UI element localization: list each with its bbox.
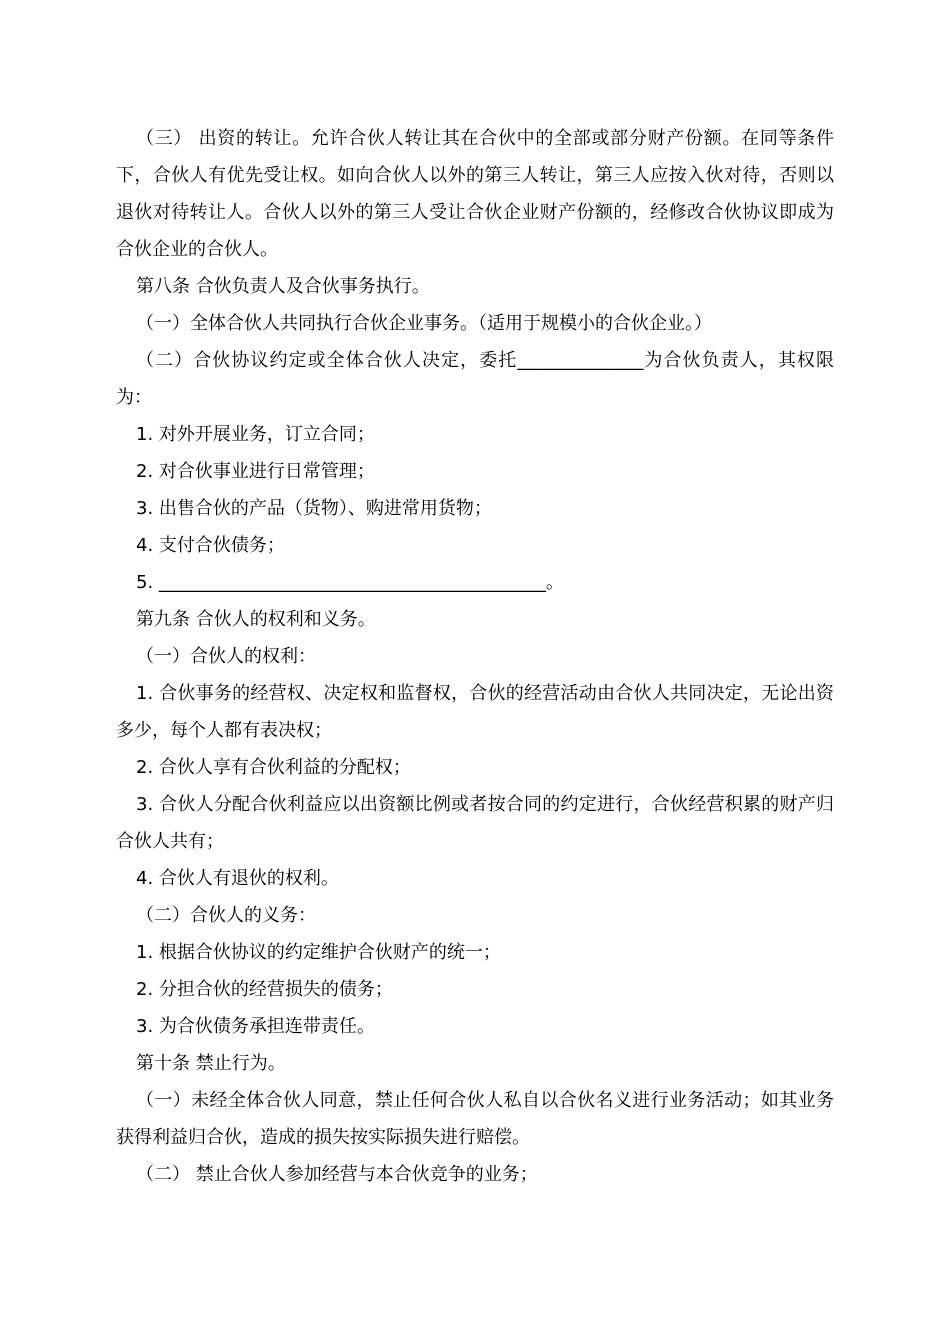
prohibition-item-1: （一）未经全体合伙人同意，禁止任何合伙人私自以合伙名义进行业务活动；如其业务获得利益归合伙，造成的损失按实际损失进行赔偿。 [116, 1090, 834, 1148]
obligations-item-3: 3. 为合伙债务承担连带责任。 [136, 1016, 375, 1037]
rights-item-4: 4. 合伙人有退伙的权利。 [136, 868, 339, 889]
obligations-heading: （二）合伙人的义务： [136, 905, 316, 926]
article-8-item-2: （二）合伙协议约定或全体合伙人决定，委托______________为合伙负责人，其权限为： [116, 350, 834, 408]
rights-item-1: 1. 合伙事务的经营权、决定权和监督权，合伙的经营活动由合伙人共同决定，无论出资多少，每个人都有表决权； [116, 683, 834, 741]
article-10-heading: 第十条 禁止行为。 [136, 1053, 286, 1074]
rights-item-2: 2. 合伙人享有合伙利益的分配权； [136, 757, 411, 778]
rights-heading: （一）合伙人的权利： [136, 646, 316, 667]
authority-item-2: 2. 对合伙事业进行日常管理； [136, 461, 375, 482]
article-8-heading: 第八条 合伙负责人及合伙事务执行。 [136, 276, 430, 297]
authority-item-4: 4. 支付合伙债务； [136, 535, 285, 556]
prohibition-item-2: （二） 禁止合伙人参加经营与本合伙竞争的业务； [136, 1164, 538, 1185]
authority-item-3: 3. 出售合伙的产品（货物）、购进常用货物； [136, 498, 492, 519]
authority-item-1: 1. 对外开展业务，订立合同； [136, 424, 375, 445]
obligations-item-1: 1. 根据合伙协议的约定维护合伙财产的统一； [136, 942, 501, 963]
clause-transfer-of-capital: （三） 出资的转让。允许合伙人转让其在合伙中的全部或部分财产份额。在同等条件下，合伙人有优先受让权。如向合伙人以外的第三人转让，第三人应按入伙对待，否则以退伙对待转让人。合伙人以外的第三人受让合伙企业财产份额的，经修改合伙协议即成为合伙企业的合伙人。 [116, 128, 834, 260]
authority-item-5: 5. ___________________________________________。 [136, 572, 564, 593]
article-9-heading: 第九条 合伙人的权利和义务。 [136, 609, 376, 630]
document-page [116, 120, 834, 1193]
obligations-item-2: 2. 分担合伙的经营损失的债务； [136, 979, 393, 1000]
article-8-item-1: （一）全体合伙人共同执行合伙企业事务。（适用于规模小的合伙企业。） [136, 313, 712, 334]
rights-item-3: 3. 合伙人分配合伙利益应以出资额比例或者按合同的约定进行，合伙经营积累的财产归合伙人共有； [116, 794, 834, 852]
